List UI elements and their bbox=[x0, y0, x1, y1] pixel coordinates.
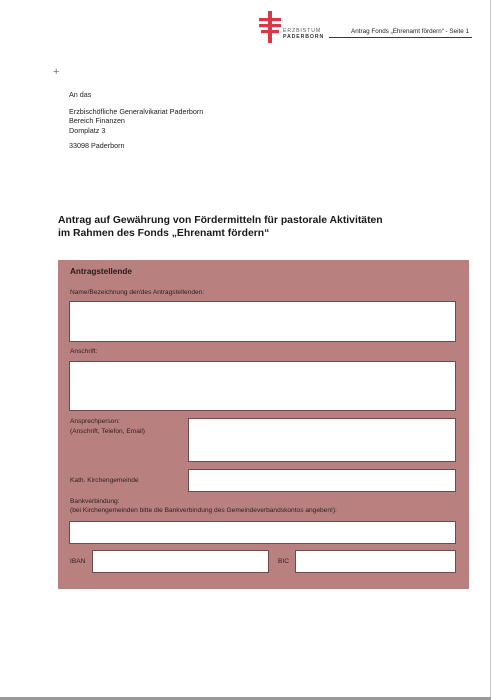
logo-line-1: ERZBISTUM bbox=[283, 28, 322, 34]
document-title-line-2: im Rahmen des Fonds „Ehrenamt fördern“ bbox=[58, 228, 270, 239]
bank-field[interactable] bbox=[69, 521, 456, 544]
parish-label: Kath. Kirchengemeinde bbox=[70, 477, 139, 484]
address-line-4: 33098 Paderborn bbox=[69, 140, 125, 150]
contact-label-hint: (Anschrift, Telefon, Email) bbox=[70, 428, 145, 435]
bic-field[interactable] bbox=[295, 550, 456, 573]
contact-person-field[interactable] bbox=[188, 418, 456, 462]
bank-label: Bankverbindung: bbox=[70, 498, 120, 505]
address-line-3: Domplatz 3 bbox=[69, 125, 106, 135]
header-rule bbox=[329, 37, 472, 38]
logo-line-2: PADERBORN bbox=[283, 34, 325, 40]
bic-label: BIC bbox=[278, 558, 289, 565]
address-label: Anschrift: bbox=[70, 348, 98, 355]
address-salutation: An das bbox=[69, 90, 92, 99]
name-label: Name/Bezeichnung der/des Antragstellenden: bbox=[70, 289, 205, 296]
cross-logo-icon bbox=[259, 11, 281, 43]
address-line-1: Erzbischöfliche Generalvikariat Paderborn bbox=[69, 107, 204, 117]
recipient-address bbox=[69, 90, 203, 150]
iban-field[interactable] bbox=[92, 550, 269, 573]
applicant-form-panel bbox=[58, 260, 469, 589]
bank-label-hint: (bei Kirchengemeinden bitte die Bankverbindung des Gemeindeverbandskontos angeben!): bbox=[70, 507, 337, 514]
section-title: Antragstellende bbox=[70, 267, 132, 276]
contact-label: Ansprechperson: bbox=[70, 418, 120, 425]
iban-label: IBAN bbox=[70, 558, 86, 565]
name-field[interactable] bbox=[69, 301, 456, 342]
header-title: Antrag Fonds „Ehrenamt fördern“ - Seite 1 bbox=[351, 28, 469, 35]
logo-text bbox=[283, 28, 324, 40]
address-field[interactable] bbox=[69, 361, 456, 411]
address-line-2: Bereich Finanzen bbox=[69, 116, 125, 126]
document-title-line-1: Antrag auf Gewährung von Fördermitteln für pastorale Aktivitäten bbox=[58, 215, 383, 226]
erzbistum-logo bbox=[259, 11, 325, 45]
document-title bbox=[58, 214, 383, 240]
plus-icon: + bbox=[53, 66, 60, 78]
parish-field[interactable] bbox=[188, 469, 456, 492]
